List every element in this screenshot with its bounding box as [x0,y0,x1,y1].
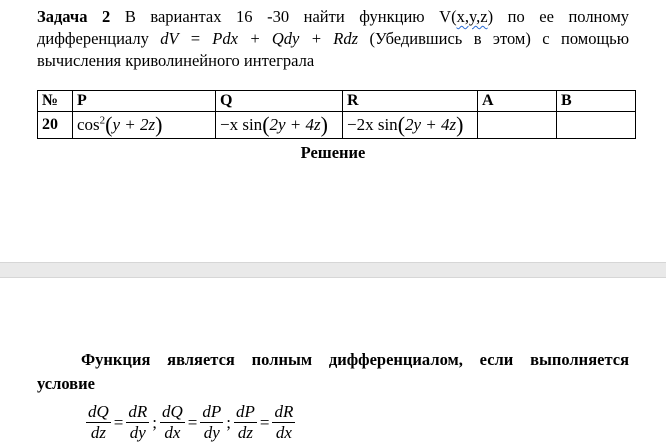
task-text-1: В вариантах 16 -30 найти функцию V( [124,7,457,26]
task-text-1-end: ) по ее полному [487,7,630,26]
task-title: Задача 2 [37,7,111,26]
cell-num: 20 [38,112,73,139]
r-formula: −2x sin(2y + 4z) [347,112,464,137]
condition-paragraph [37,348,629,396]
header-a: A [478,91,557,112]
task-text-2-end: (Убедившись в этом) с помощью [369,29,630,48]
p-formula: $\cos^2(y + 2z)$ [77,112,163,137]
fraction: $\frac{dR}{dx}$ [274,402,294,442]
table-row [38,112,636,139]
q-formula: −x sin(2y + 4z) [220,112,328,137]
header-b: B [557,91,636,112]
solution-heading: Решение [300,143,366,162]
fraction: $\frac{dR}{dy}$ [128,402,148,442]
task-line-2 [37,28,629,50]
header-q: Q [216,91,343,112]
table-header-row [38,91,636,112]
cell-p [73,112,216,139]
fraction: $\frac{dQ}{dx}$ [162,402,183,442]
variant-table [37,90,636,139]
header-num: № [38,91,73,112]
cell-q [216,112,343,139]
task-line-1 [37,6,629,28]
task-line-3: вычисления криволинейного интеграла [37,51,315,70]
document-page-2 [0,278,666,445]
page-break [0,262,666,278]
cell-a [478,112,557,139]
fraction: $\frac{dQ}{dz}$ [88,402,109,442]
condition-formula: $\frac{dQ}{dz}$ = $\frac{dR}{dy}$ ; $\frac{dQ}{dx}$ = $\frac{dP}{dy}$ ; $\frac{dP}{dz}$ = $\frac{dR}{dx}$ [88,402,294,442]
fraction: $\frac{dP}{dy}$ [202,402,222,442]
differential-equation: dV = Pdx + Qdy + Rdz [160,29,359,48]
cell-b [557,112,636,139]
condition-line-2: условие [37,374,95,393]
condition-line-1: Функция является полным дифференциалом, если выполняется [81,350,629,369]
task-text-2: дифференциалу [37,29,149,48]
cell-r [343,112,478,139]
header-r: R [343,91,478,112]
task-vars: x,y,z [456,7,488,26]
task-statement [37,6,629,72]
header-p: P [73,91,216,112]
fraction: $\frac{dP}{dz}$ [236,402,255,442]
